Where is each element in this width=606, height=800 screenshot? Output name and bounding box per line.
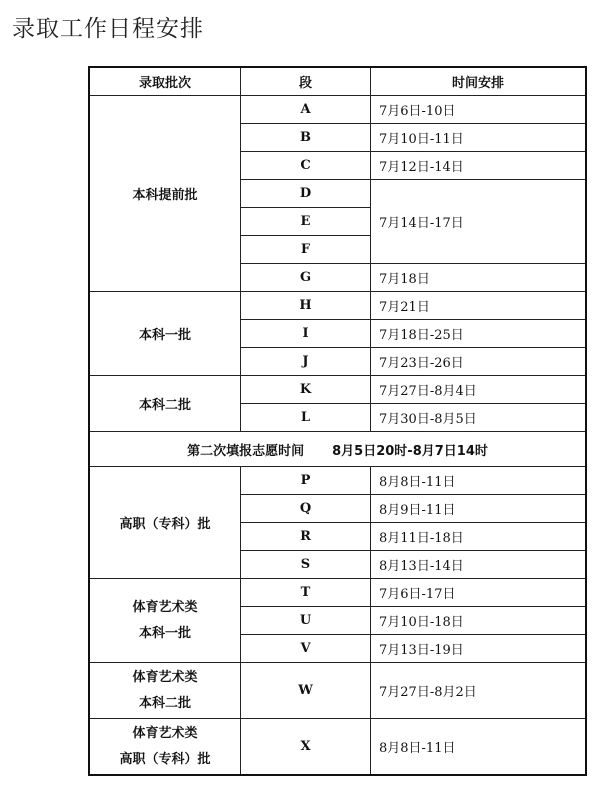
page-title: 录取工作日程安排 xyxy=(12,16,204,42)
time-cell: 8月13日-14日 xyxy=(371,551,587,579)
time-cell: 8月8日-11日 xyxy=(371,719,587,776)
batch-cell xyxy=(89,663,241,719)
segment-cell: E xyxy=(241,208,371,236)
second-fill-label: 第二次填报志愿时间 xyxy=(187,443,305,459)
time-cell: 7月6日-10日 xyxy=(371,96,587,124)
batch-cell xyxy=(89,579,241,663)
segment-cell: W xyxy=(241,663,371,719)
segment-cell: F xyxy=(241,236,371,264)
segment-cell: I xyxy=(241,320,371,348)
segment-cell: V xyxy=(241,635,371,663)
table-header xyxy=(89,67,586,96)
segment-cell: A xyxy=(241,96,371,124)
batch-cell: 本科提前批 xyxy=(89,96,241,292)
batch-cell xyxy=(89,719,241,776)
segment-cell: J xyxy=(241,348,371,376)
segment-cell: L xyxy=(241,404,371,432)
time-cell: 7月18日-25日 xyxy=(371,320,587,348)
time-cell: 8月8日-11日 xyxy=(371,467,587,495)
time-cell: 7月23日-26日 xyxy=(371,348,587,376)
segment-cell: B xyxy=(241,124,371,152)
segment-cell: G xyxy=(241,264,371,292)
time-cell: 8月11日-18日 xyxy=(371,523,587,551)
segment-cell: S xyxy=(241,551,371,579)
segment-cell: D xyxy=(241,180,371,208)
time-cell: 7月6日-17日 xyxy=(371,579,587,607)
second-fill-cell xyxy=(89,432,586,467)
segment-cell: Q xyxy=(241,495,371,523)
time-cell: 7月18日 xyxy=(371,264,587,292)
batch-line: 本科一批 xyxy=(138,625,191,641)
segment-cell: K xyxy=(241,376,371,404)
batch-line: 体育艺术类 xyxy=(132,669,198,685)
time-cell: 8月9日-11日 xyxy=(371,495,587,523)
time-cell: 7月21日 xyxy=(371,292,587,320)
header-time: 时间安排 xyxy=(371,67,587,96)
time-cell: 7月10日-18日 xyxy=(371,607,587,635)
batch-line: 本科二批 xyxy=(138,695,191,711)
segment-cell: R xyxy=(241,523,371,551)
table-row xyxy=(89,96,586,124)
schedule-table xyxy=(88,66,587,776)
segment-cell: U xyxy=(241,607,371,635)
batch-cell: 本科一批 xyxy=(89,292,241,376)
batch-line: 高职（专科）批 xyxy=(119,751,211,767)
time-cell: 7月14日-17日 xyxy=(371,180,587,264)
segment-cell: X xyxy=(241,719,371,776)
second-fill-row xyxy=(89,432,586,467)
table-row xyxy=(89,376,586,404)
table-row xyxy=(89,467,586,495)
segment-cell: H xyxy=(241,292,371,320)
table-row xyxy=(89,292,586,320)
table-row xyxy=(89,719,586,776)
batch-cell: 高职（专科）批 xyxy=(89,467,241,579)
header-segment: 段 xyxy=(241,67,371,96)
time-cell: 7月13日-19日 xyxy=(371,635,587,663)
table-row xyxy=(89,663,586,719)
batch-line: 体育艺术类 xyxy=(132,725,198,741)
segment-cell: P xyxy=(241,467,371,495)
segment-cell: C xyxy=(241,152,371,180)
time-cell: 7月10日-11日 xyxy=(371,124,587,152)
header-batch: 录取批次 xyxy=(89,67,241,96)
time-cell: 7月27日-8月2日 xyxy=(371,663,587,719)
table-row xyxy=(89,579,586,607)
time-cell: 7月12日-14日 xyxy=(371,152,587,180)
batch-cell: 本科二批 xyxy=(89,376,241,432)
second-fill-time: 8月5日20时-8月7日14时 xyxy=(332,443,488,459)
batch-line: 体育艺术类 xyxy=(132,599,198,615)
time-cell: 7月27日-8月4日 xyxy=(371,376,587,404)
segment-cell: T xyxy=(241,579,371,607)
time-cell: 7月30日-8月5日 xyxy=(371,404,587,432)
